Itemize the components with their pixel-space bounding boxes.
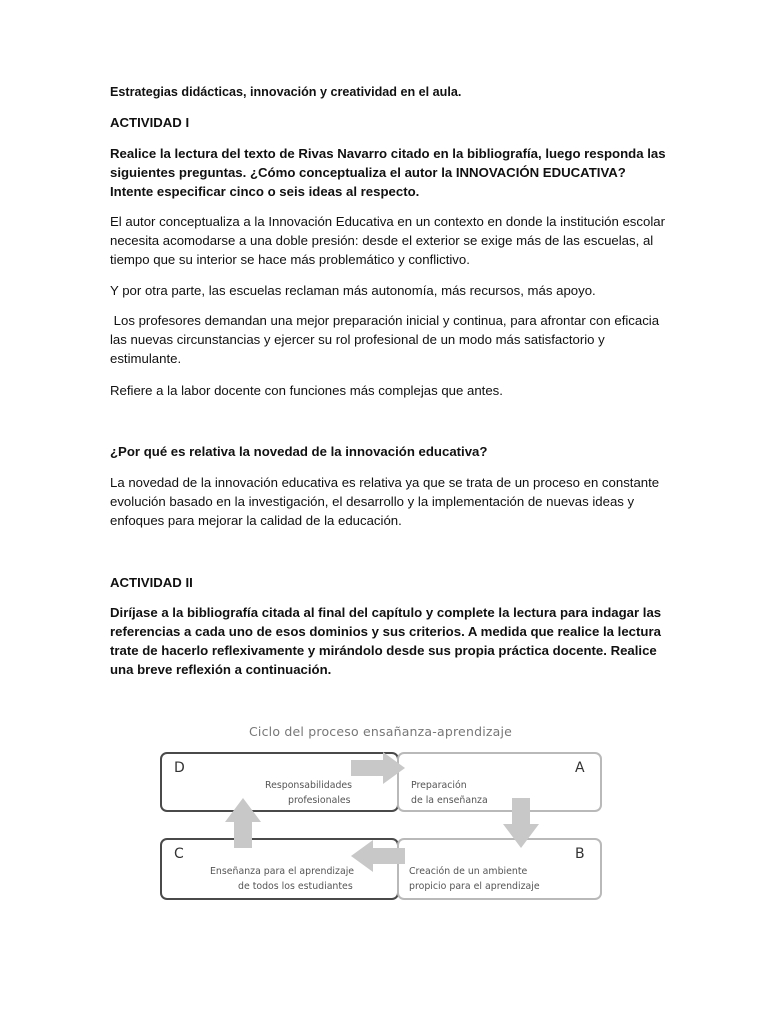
- arrow-right-icon: [351, 752, 409, 784]
- answer-paragraph: Refiere a la labor docente con funciones más complejas que antes.: [110, 383, 503, 398]
- document-title: Estrategias didácticas, innovación y creatividad en el aula.: [110, 85, 462, 99]
- activity-1-prompt: Realice la lectura del texto de Rivas Navarro citado en la bibliografía, luego responda las siguientes preguntas. ¿Cómo conceptualiza el autor la INNOVACIÓN EDUCATIVA? Intente especificar cinco o seis ideas al respecto.: [110, 146, 666, 199]
- box-c-line1: Enseñanza para el aprendizaje: [210, 866, 355, 877]
- box-d-line2: profesionales: [288, 795, 351, 806]
- box-c-label: [210, 864, 354, 894]
- box-c-letter: C: [174, 846, 184, 862]
- arrow-up-icon: [225, 798, 261, 850]
- box-b-learning-environment: [397, 838, 602, 900]
- box-a-line2: de la enseñanza: [411, 795, 488, 806]
- answer-paragraph: El autor conceptualiza a la Innovación Educativa en un contexto en donde la institución escolar necesita acomodarse a una doble presión: desde el exterior se exige más de las escuelas, al tiempo que su interior se hace más problemático y conflictivo.: [110, 214, 665, 267]
- box-b-label: [409, 864, 540, 894]
- arrow-down-icon: [503, 798, 539, 850]
- box-a-teaching-preparation: [397, 752, 602, 812]
- arrow-left-icon: [351, 840, 409, 872]
- box-b-line2: propicio para el aprendizaje: [409, 881, 540, 892]
- box-d-label: [265, 778, 352, 808]
- activity-2-prompt: Diríjase a la bibliografía citada al final del capítulo y complete la lectura para indagar las referencias a cada uno de esos dominios y sus criterios. A medida que realice la lectura trate de hacerlo reflexivamente y mirándolo desde sus propia práctica docente. Realice una breve reflexión a continuación.: [110, 605, 662, 677]
- box-d-letter: D: [174, 760, 185, 776]
- diagram-title: Ciclo del proceso ensañanza-aprendizaje: [249, 724, 513, 739]
- box-a-line1: Preparación: [411, 780, 467, 791]
- box-b-letter: B: [575, 846, 585, 862]
- answer-2-paragraph: La novedad de la innovación educativa es relativa ya que se trata de un proceso en constante evolución basado en la investigación, el desarrollo y la implementación de nuevas ideas y enfoques para mejorar la calidad de la educación.: [110, 475, 660, 528]
- box-a-letter: A: [575, 760, 585, 776]
- box-a-label: [411, 778, 488, 808]
- box-c-line2: de todos los estudiantes: [238, 881, 353, 892]
- box-b-line1: Creación de un ambiente: [409, 866, 528, 877]
- question-2: ¿Por qué es relativa la novedad de la innovación educativa?: [110, 444, 488, 459]
- answer-paragraph: Y por otra parte, las escuelas reclaman más autonomía, más recursos, más apoyo.: [110, 283, 596, 298]
- activity-1-heading: ACTIVIDAD I: [110, 115, 190, 130]
- teaching-cycle-diagram: [155, 722, 605, 907]
- answer-paragraph: Los profesores demandan una mejor preparación inicial y continua, para afrontar con eficacia las nuevas circunstancias y ejercer su rol profesional de un modo más satisfactorio y estimulante.: [110, 313, 663, 366]
- activity-2-heading: ACTIVIDAD II: [110, 575, 193, 590]
- box-d-line1: Responsabilidades: [265, 780, 353, 791]
